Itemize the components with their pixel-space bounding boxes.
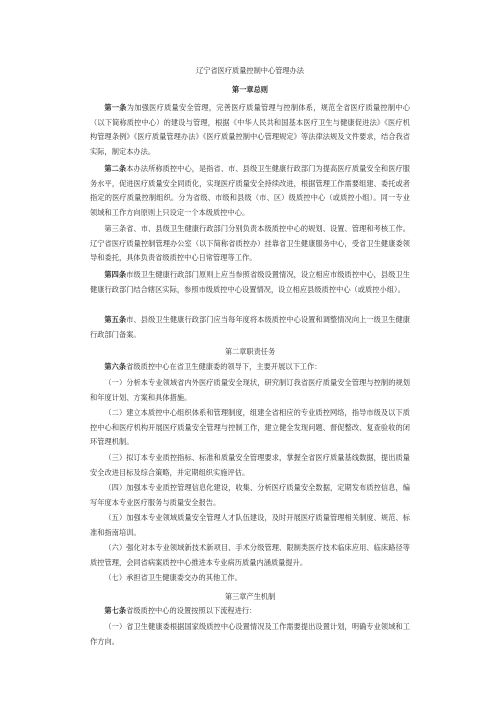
article-3-text: 第三条省、市、县级卫生健康行政部门分别负责本级质控中心的规划、设置、管理和考核工作。辽宁省医疗质量控制管理办公室（以下简称省质控办）挂靠省卫生健康服务中心，受省卫生健康委领导和委托，具体负责省级质控中心日常管理等工作。 (90, 224, 410, 263)
article-4 (90, 268, 410, 297)
article-6-item-2: （二）建立本质控中心组织体系和管理制度，组建全省相应的专业质控网络，指导市级及以下质控中心和医疗机构开展医疗质量安全管理与控制工作，建立健全发现问题、督促整改、复查验收的闭环管理机制。 (90, 408, 410, 447)
chapter-heading-3: 第三章产生机制 (224, 592, 276, 601)
chapter-heading-1: 第一章总则 (232, 85, 268, 94)
article-7-lead: 第七条 (104, 606, 127, 615)
article-5-lead: 第五条 (104, 315, 127, 324)
article-6 (90, 360, 410, 375)
article-7-text: 省级质控中心的设置按照以下流程进行： (126, 606, 257, 615)
article-1-lead: 第一条 (104, 103, 127, 112)
article-1 (90, 101, 410, 159)
article-4-lead: 第四条 (104, 270, 127, 279)
article-6-text: 省级质控中心在省卫生健康委的领导下，主要开展以下工作： (126, 362, 322, 371)
article-2-text: 本办法所称质控中心，是指省、市、县级卫生健康行政部门为提高医疗质量安全和医疗服务水平，促进医疗质量安全同质化，实现医疗质量安全持续改进，根据管理工作需要组建、委托或者指定的医疗质量控制组织。分为省级、市级和县级（市、区）级质控中心（或质控小组）。同一专业领域和工作方向原则上只设定一个本级质控中心。 (90, 164, 410, 217)
article-6-item-3: （三）拟订本专业质控指标、标准和质量安全管理要求，掌握全省医疗质量基线数据，提出质量安全改进目标及综合策略，并定期组织实施评估。 (90, 453, 410, 477)
article-6-item-7: （七）承担省卫生健康委交办的其他工作。 (104, 573, 242, 582)
article-6-item-5: （五）加强本专业领域质量安全管理人才队伍建设，及时开展医疗质量管理相关制度、规范、标准和指南培训。 (90, 513, 410, 537)
article-1-text: 为加强医疗质量安全管理，完善医疗质量管理与控制体系，规范全省医疗质量控制中心（以下简称质控中心）的建设与管理，根据《中华人民共和国基本医疗卫生与健康促进法》《医疗机构管理条例》《医疗质量管理办法》《医疗质量控制中心管理规定》等法律法规及文件要求，结合我省实际，制定本办法。 (90, 103, 411, 156)
document-title: 辽宁省医疗质量控制中心管理办法 (196, 66, 304, 75)
article-2-lead: 第二条 (104, 164, 127, 173)
article-7-item-1: （一）省卫生健康委根据国家级质控中心设置情况及工作需要提出设置计划，明确专业领域和工作方向。 (90, 622, 410, 646)
article-5-text: 市、县级卫生健康行政部门应当每年度将本级质控中心设置和调整情况向上一级卫生健康行政部门备案。 (90, 315, 410, 339)
article-4-text: 市级卫生健康行政部门原则上应当参照省级设置情况，设立相应市级质控中心，县级卫生健康行政部门结合辖区实际，参照市级质控中心设置情况，设立相应县级质控中心（或质控小组）。 (90, 270, 410, 294)
article-6-item-6: （六）强化对本专业领域新技术新项目、手术分级管理、限制类医疗技术临床应用、临床路径等质控管理，会同省病案质控中心推进本专业病历质量内涵质量提升。 (90, 543, 410, 567)
article-2 (90, 162, 410, 220)
article-6-item-4: （四）加强本专业质控管理信息化建设，收集、分析医疗质量安全数据，定期发布质控信息，编写年度本专业医疗服务与质量安全报告。 (90, 483, 410, 507)
article-3 (90, 222, 410, 266)
article-5 (90, 313, 410, 342)
article-6-item-1: （一）分析本专业领域省内外医疗质量安全现状，研究制订我省医疗质量安全管理与控制的规划和年度计划、方案和具体措施。 (90, 378, 410, 402)
article-7 (90, 604, 410, 619)
chapter-heading-2: 第二章职责任务 (224, 347, 276, 356)
article-6-lead: 第六条 (104, 362, 127, 371)
